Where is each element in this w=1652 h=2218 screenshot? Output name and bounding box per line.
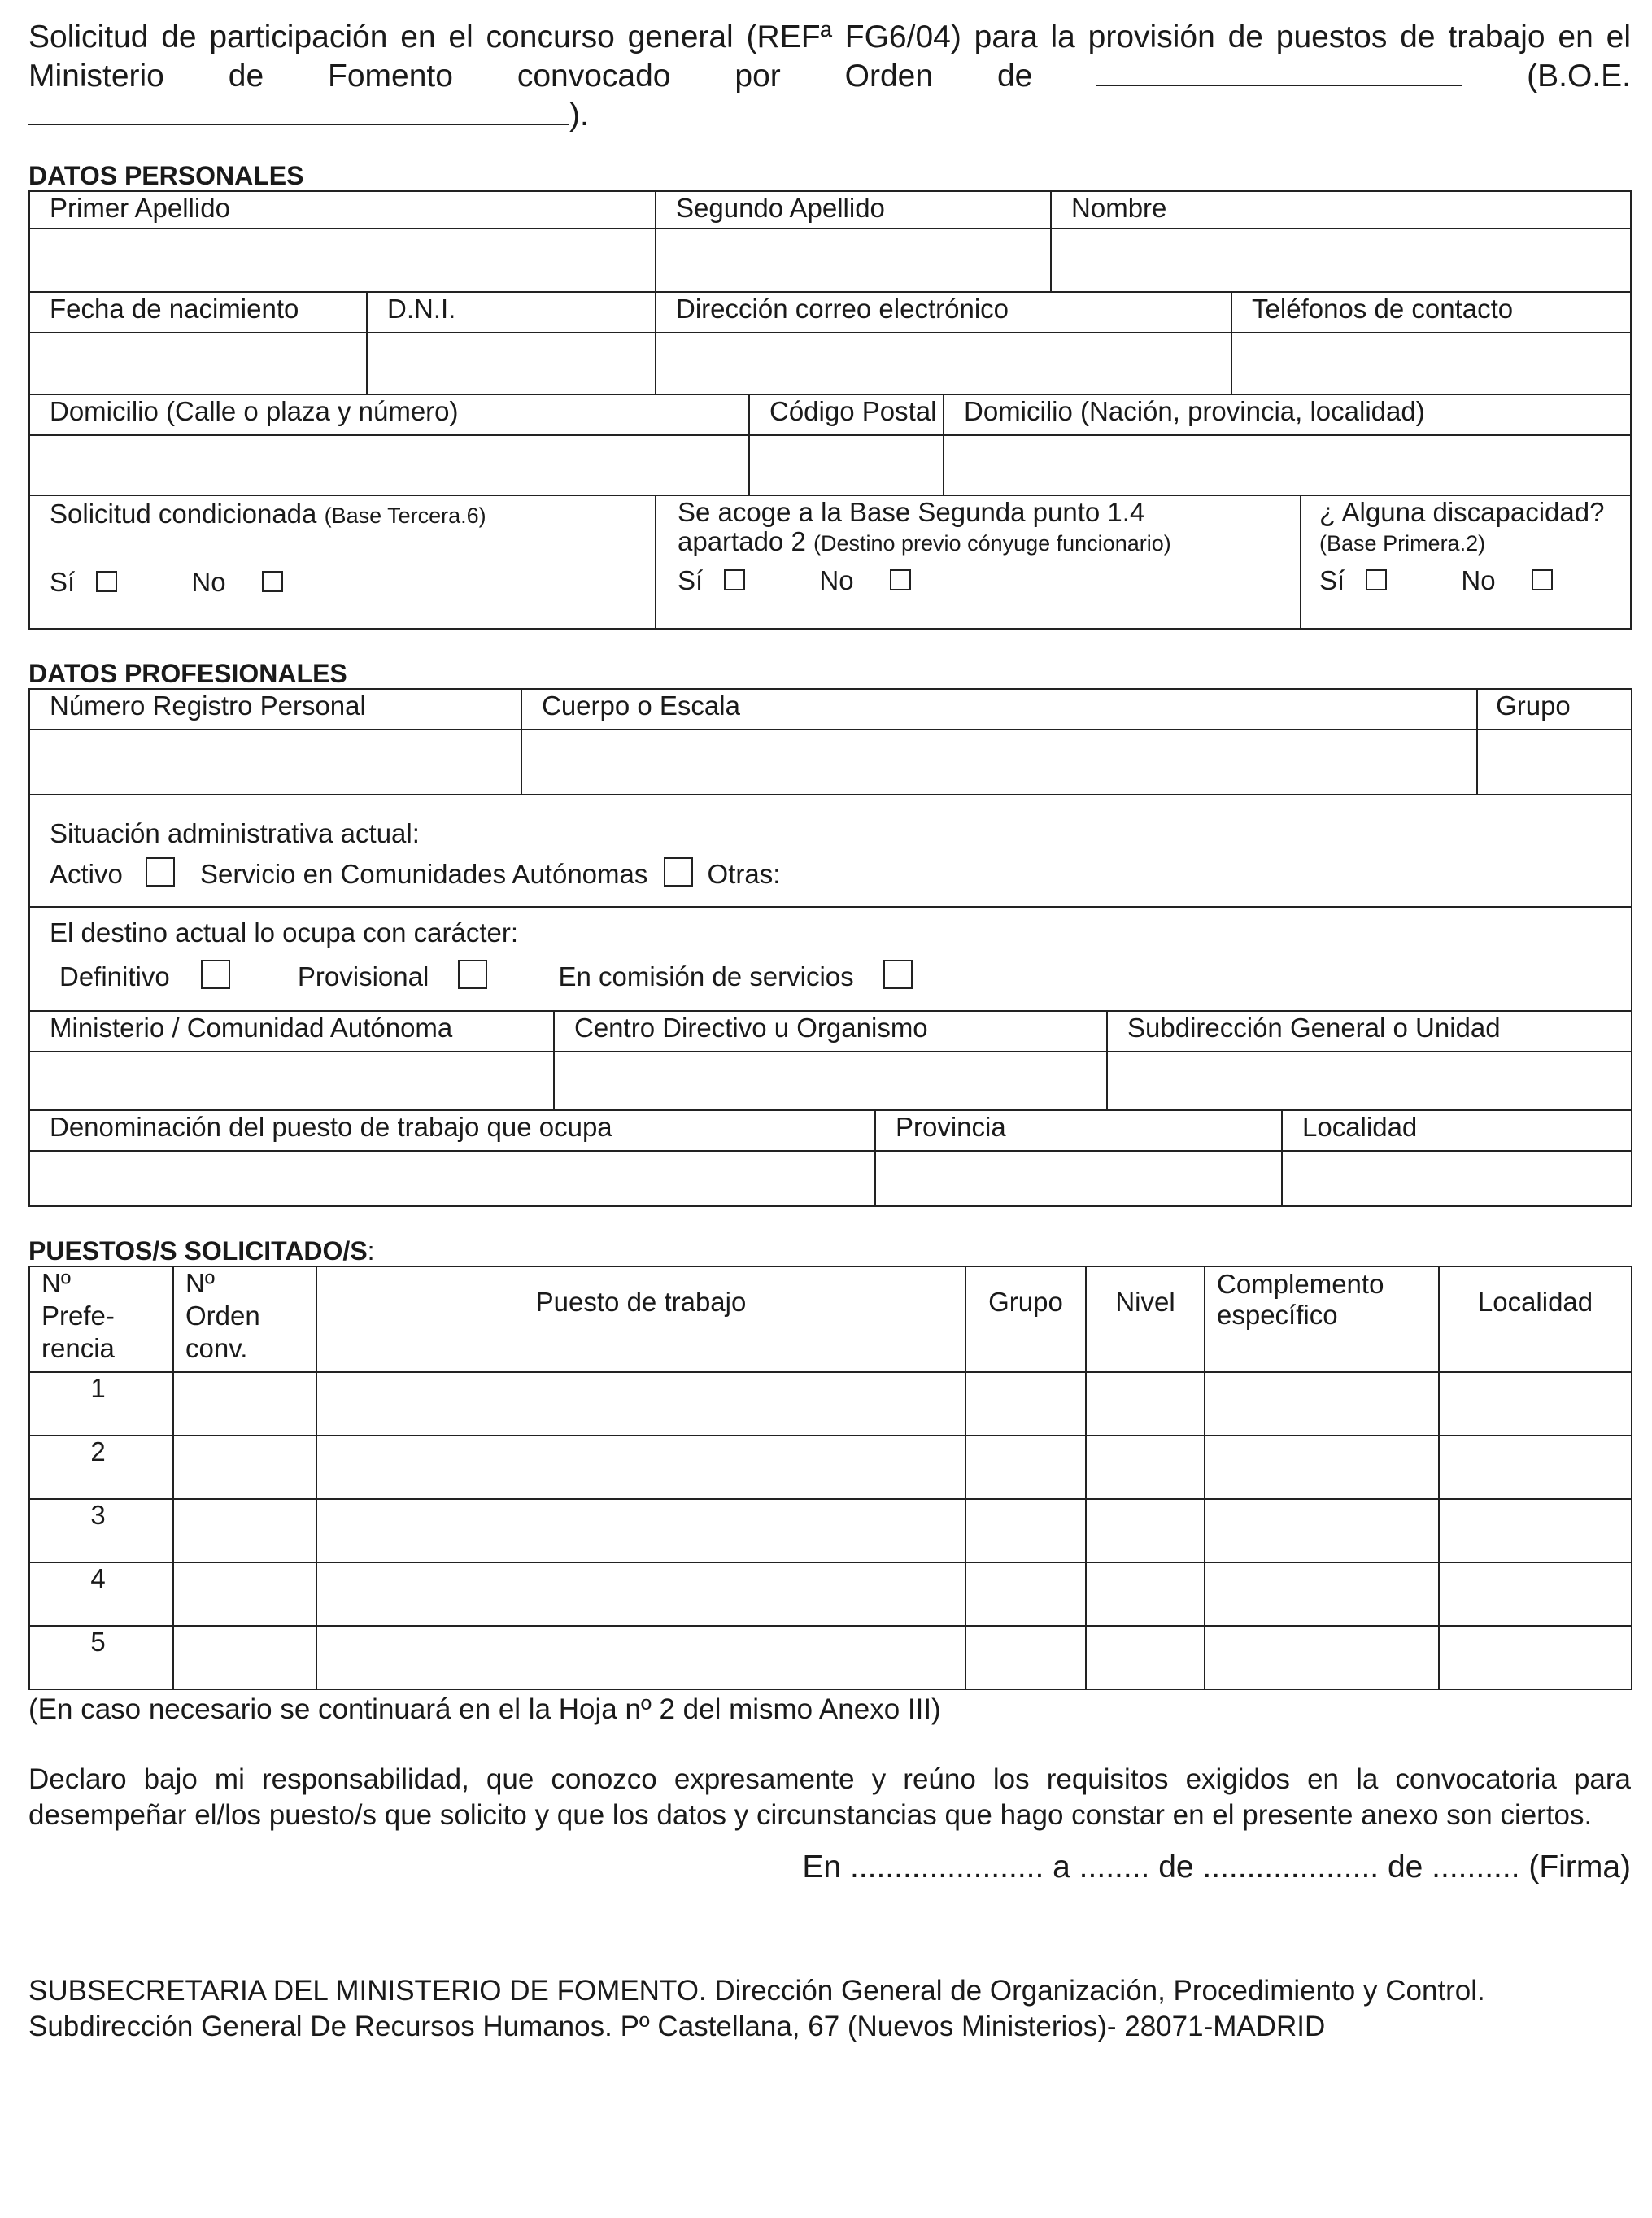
base-segunda-no <box>819 564 910 597</box>
domicilio-nacion-label: Domicilio (Nación, provincia, localidad) <box>944 394 1631 435</box>
puesto-preferencia-cell: 2 <box>29 1436 173 1499</box>
dni-field[interactable] <box>367 333 656 394</box>
nrp-label: Número Registro Personal <box>29 689 521 730</box>
puesto-preferencia-cell: 3 <box>29 1499 173 1562</box>
header-n-preferencia <box>29 1266 173 1372</box>
header-n-pref-1: Nº <box>41 1268 71 1298</box>
provisional-label: Provisional <box>297 961 429 991</box>
provincia-field[interactable] <box>875 1151 1282 1206</box>
puesto-row <box>29 1499 1632 1562</box>
servicio-ccaa-label: Servicio en Comunidades Autónomas <box>200 859 648 889</box>
boe-blank[interactable] <box>28 99 569 125</box>
localidad-field[interactable] <box>1282 1151 1632 1206</box>
solicitud-condicionada-ref: (Base Tercera.6) <box>324 503 486 528</box>
discapacidad-label: ¿ Alguna discapacidad? <box>1319 497 1605 527</box>
puesto-grupo-cell[interactable] <box>965 1372 1086 1436</box>
no-label: No <box>1461 565 1496 595</box>
puesto-preferencia-cell: 4 <box>29 1562 173 1626</box>
puesto-orden-cell[interactable] <box>173 1626 316 1689</box>
activo-checkbox[interactable] <box>146 857 175 887</box>
header-n-orden-3: conv. <box>185 1333 248 1363</box>
comision-label: En comisión de servicios <box>558 961 854 991</box>
footer-address: SUBSECRETARIA DEL MINISTERIO DE FOMENTO. Dirección General de Organización, Procedimiento y Control. Subdirección General De Recursos Humanos. Pº Castellana, 67 (Nuevos Ministerios)- 28071-MADRID <box>28 1975 1485 2042</box>
telefonos-field[interactable] <box>1231 333 1631 394</box>
puestos-title <box>28 1236 1631 1266</box>
situacion-label: Situación administrativa actual: <box>50 818 420 848</box>
fecha-nacimiento-field[interactable] <box>29 333 367 394</box>
puesto-complemento-cell[interactable] <box>1205 1626 1439 1689</box>
discapacidad-ref: (Base Primera.2) <box>1319 531 1486 556</box>
correo-field[interactable] <box>656 333 1231 394</box>
discapacidad-si-checkbox[interactable] <box>1366 569 1387 590</box>
puesto-row <box>29 1436 1632 1499</box>
puesto-localidad-cell[interactable] <box>1439 1372 1632 1436</box>
puesto-grupo-cell[interactable] <box>965 1499 1086 1562</box>
puesto-complemento-cell[interactable] <box>1205 1562 1439 1626</box>
intro-close: ). <box>569 98 589 133</box>
otras-label: Otras: <box>707 859 781 889</box>
puestos-title-suffix: : <box>367 1236 375 1266</box>
puesto-row <box>29 1562 1632 1626</box>
puesto-trabajo-cell[interactable] <box>316 1436 965 1499</box>
solicitud-condicionada-cell <box>29 495 656 629</box>
dni-label: D.N.I. <box>367 292 656 333</box>
header-complemento <box>1205 1266 1439 1372</box>
primer-apellido-field[interactable] <box>29 229 656 292</box>
discapacidad-cell <box>1301 495 1631 629</box>
datos-personales-title: DATOS PERSONALES <box>28 161 304 190</box>
intro-text: Solicitud de participación en el concurso general (REFª FG6/04) para la provisión de puestos de trabajo en el Ministerio de Fomento convocado por Orden de <box>28 20 1631 94</box>
puestos-rows <box>29 1372 1632 1689</box>
denominacion-field[interactable] <box>29 1151 875 1206</box>
codigo-postal-label: Código Postal <box>749 394 944 435</box>
centro-directivo-field[interactable] <box>554 1052 1107 1110</box>
telefonos-label: Teléfonos de contacto <box>1231 292 1631 333</box>
base-segunda-no-checkbox[interactable] <box>890 569 911 590</box>
si-label: Sí <box>1319 565 1345 595</box>
header-n-pref-3: rencia <box>41 1333 115 1363</box>
definitivo-label: Definitivo <box>59 961 170 991</box>
no-label: No <box>819 565 854 595</box>
header-puesto: Puesto de trabajo <box>316 1266 965 1372</box>
centro-directivo-label: Centro Directivo u Organismo <box>554 1011 1107 1052</box>
puesto-orden-cell[interactable] <box>173 1499 316 1562</box>
continuation-note: (En caso necesario se continuará en el la Hoja nº 2 del mismo Anexo III) <box>28 1693 941 1725</box>
fecha-nacimiento-label: Fecha de nacimiento <box>29 292 367 333</box>
si-label: Sí <box>50 567 76 597</box>
header-n-pref-2: Prefe- <box>41 1301 115 1331</box>
puesto-orden-cell[interactable] <box>173 1372 316 1436</box>
puesto-preferencia-cell: 1 <box>29 1372 173 1436</box>
datos-personales-table <box>28 190 1632 630</box>
orden-date-blank[interactable] <box>1096 60 1462 86</box>
domicilio-calle-label: Domicilio (Calle o plaza y número) <box>29 394 749 435</box>
si-label: Sí <box>678 565 704 595</box>
base-segunda-line1: Se acoge a la Base Segunda punto 1.4 <box>678 497 1145 527</box>
puestos-title-text: PUESTOS/S SOLICITADO/S <box>28 1236 368 1266</box>
base-segunda-ref: (Destino previo cónyuge funcionario) <box>813 531 1171 556</box>
denominacion-label: Denominación del puesto de trabajo que ocupa <box>29 1110 875 1151</box>
header-complemento-1: Complemento <box>1217 1269 1384 1299</box>
puesto-nivel-cell[interactable] <box>1086 1562 1205 1626</box>
grupo-label: Grupo <box>1477 689 1632 730</box>
nombre-field[interactable] <box>1051 229 1631 292</box>
localidad-label: Localidad <box>1282 1110 1632 1151</box>
situacion-cell <box>29 795 1632 907</box>
solicitud-condicionada-label: Solicitud condicionada <box>50 499 317 529</box>
datos-profesionales-title: DATOS PROFESIONALES <box>28 659 347 688</box>
base-segunda-line2: apartado 2 <box>678 526 806 556</box>
correo-label: Dirección correo electrónico <box>656 292 1231 333</box>
puesto-nivel-cell[interactable] <box>1086 1436 1205 1499</box>
puesto-trabajo-cell[interactable] <box>316 1626 965 1689</box>
header-nivel: Nivel <box>1086 1266 1205 1372</box>
form-page <box>28 18 1631 2045</box>
puesto-localidad-cell[interactable] <box>1439 1499 1632 1562</box>
puesto-orden-cell[interactable] <box>173 1562 316 1626</box>
destino-caracter-label: El destino actual lo ocupa con carácter: <box>50 917 519 948</box>
puesto-localidad-cell[interactable] <box>1439 1562 1632 1626</box>
header-complemento-2: específico <box>1217 1300 1338 1330</box>
servicio-ccaa-checkbox[interactable] <box>664 857 693 887</box>
puesto-complemento-cell[interactable] <box>1205 1436 1439 1499</box>
domicilio-calle-field[interactable] <box>29 435 749 495</box>
intro-boe-label: (B.O.E. <box>1527 59 1631 94</box>
grupo-field[interactable] <box>1477 730 1632 795</box>
discapacidad-no-checkbox[interactable] <box>1532 569 1553 590</box>
puesto-trabajo-cell[interactable] <box>316 1372 965 1436</box>
base-segunda-si-checkbox[interactable] <box>724 569 745 590</box>
puesto-row <box>29 1372 1632 1436</box>
cuerpo-label: Cuerpo o Escala <box>521 689 1477 730</box>
provisional-checkbox[interactable] <box>458 960 487 989</box>
primer-apellido-label: Primer Apellido <box>29 191 656 229</box>
puesto-trabajo-cell[interactable] <box>316 1562 965 1626</box>
ministerio-label: Ministerio / Comunidad Autónoma <box>29 1011 554 1052</box>
puesto-grupo-cell[interactable] <box>965 1626 1086 1689</box>
puesto-complemento-cell[interactable] <box>1205 1499 1439 1562</box>
header-n-orden-1: Nº <box>185 1268 215 1298</box>
intro-paragraph <box>28 18 1631 135</box>
comision-checkbox[interactable] <box>883 960 913 989</box>
puesto-orden-cell[interactable] <box>173 1436 316 1499</box>
nrp-field[interactable] <box>29 730 521 795</box>
puesto-row <box>29 1626 1632 1689</box>
discapacidad-no <box>1461 564 1552 597</box>
signature-line: En ...................... a ........ de .................... de .......... (Firma) <box>802 1850 1631 1885</box>
no-label: No <box>191 567 226 597</box>
solicitud-condicionada-no-checkbox[interactable] <box>262 571 283 592</box>
segundo-apellido-label: Segundo Apellido <box>656 191 1051 229</box>
solicitud-condicionada-si <box>50 566 117 599</box>
destino-caracter-cell <box>29 907 1632 1011</box>
puesto-grupo-cell[interactable] <box>965 1562 1086 1626</box>
nombre-label: Nombre <box>1051 191 1631 229</box>
subdireccion-label: Subdirección General o Unidad <box>1107 1011 1632 1052</box>
discapacidad-si <box>1319 564 1387 597</box>
ministerio-field[interactable] <box>29 1052 554 1110</box>
puesto-localidad-cell[interactable] <box>1439 1626 1632 1689</box>
header-n-orden <box>173 1266 316 1372</box>
puesto-localidad-cell[interactable] <box>1439 1436 1632 1499</box>
header-localidad: Localidad <box>1439 1266 1632 1372</box>
puesto-nivel-cell[interactable] <box>1086 1499 1205 1562</box>
header-n-orden-2: Orden <box>185 1301 260 1331</box>
puestos-table <box>28 1266 1632 1690</box>
activo-label: Activo <box>50 859 123 889</box>
puesto-grupo-cell[interactable] <box>965 1436 1086 1499</box>
puesto-nivel-cell[interactable] <box>1086 1626 1205 1689</box>
base-segunda-si <box>678 564 745 597</box>
puesto-complemento-cell[interactable] <box>1205 1372 1439 1436</box>
definitivo-checkbox[interactable] <box>201 960 230 989</box>
header-grupo: Grupo <box>965 1266 1086 1372</box>
datos-profesionales-table <box>28 688 1632 1207</box>
codigo-postal-field[interactable] <box>749 435 944 495</box>
solicitud-condicionada-no <box>191 566 282 599</box>
domicilio-nacion-field[interactable] <box>944 435 1631 495</box>
puesto-preferencia-cell: 5 <box>29 1626 173 1689</box>
cuerpo-field[interactable] <box>521 730 1477 795</box>
subdireccion-field[interactable] <box>1107 1052 1632 1110</box>
provincia-label: Provincia <box>875 1110 1282 1151</box>
puesto-nivel-cell[interactable] <box>1086 1372 1205 1436</box>
solicitud-condicionada-si-checkbox[interactable] <box>96 571 117 592</box>
base-segunda-cell <box>656 495 1301 629</box>
segundo-apellido-field[interactable] <box>656 229 1051 292</box>
puesto-trabajo-cell[interactable] <box>316 1499 965 1562</box>
declaration: Declaro bajo mi responsabilidad, que conozco expresamente y reúno los requisitos exigidos en la convocatoria para desempeñar el/los puesto/s que solicito y que los datos y circunstancias que hago constar en el presente anexo son ciertos. <box>28 1763 1631 1831</box>
